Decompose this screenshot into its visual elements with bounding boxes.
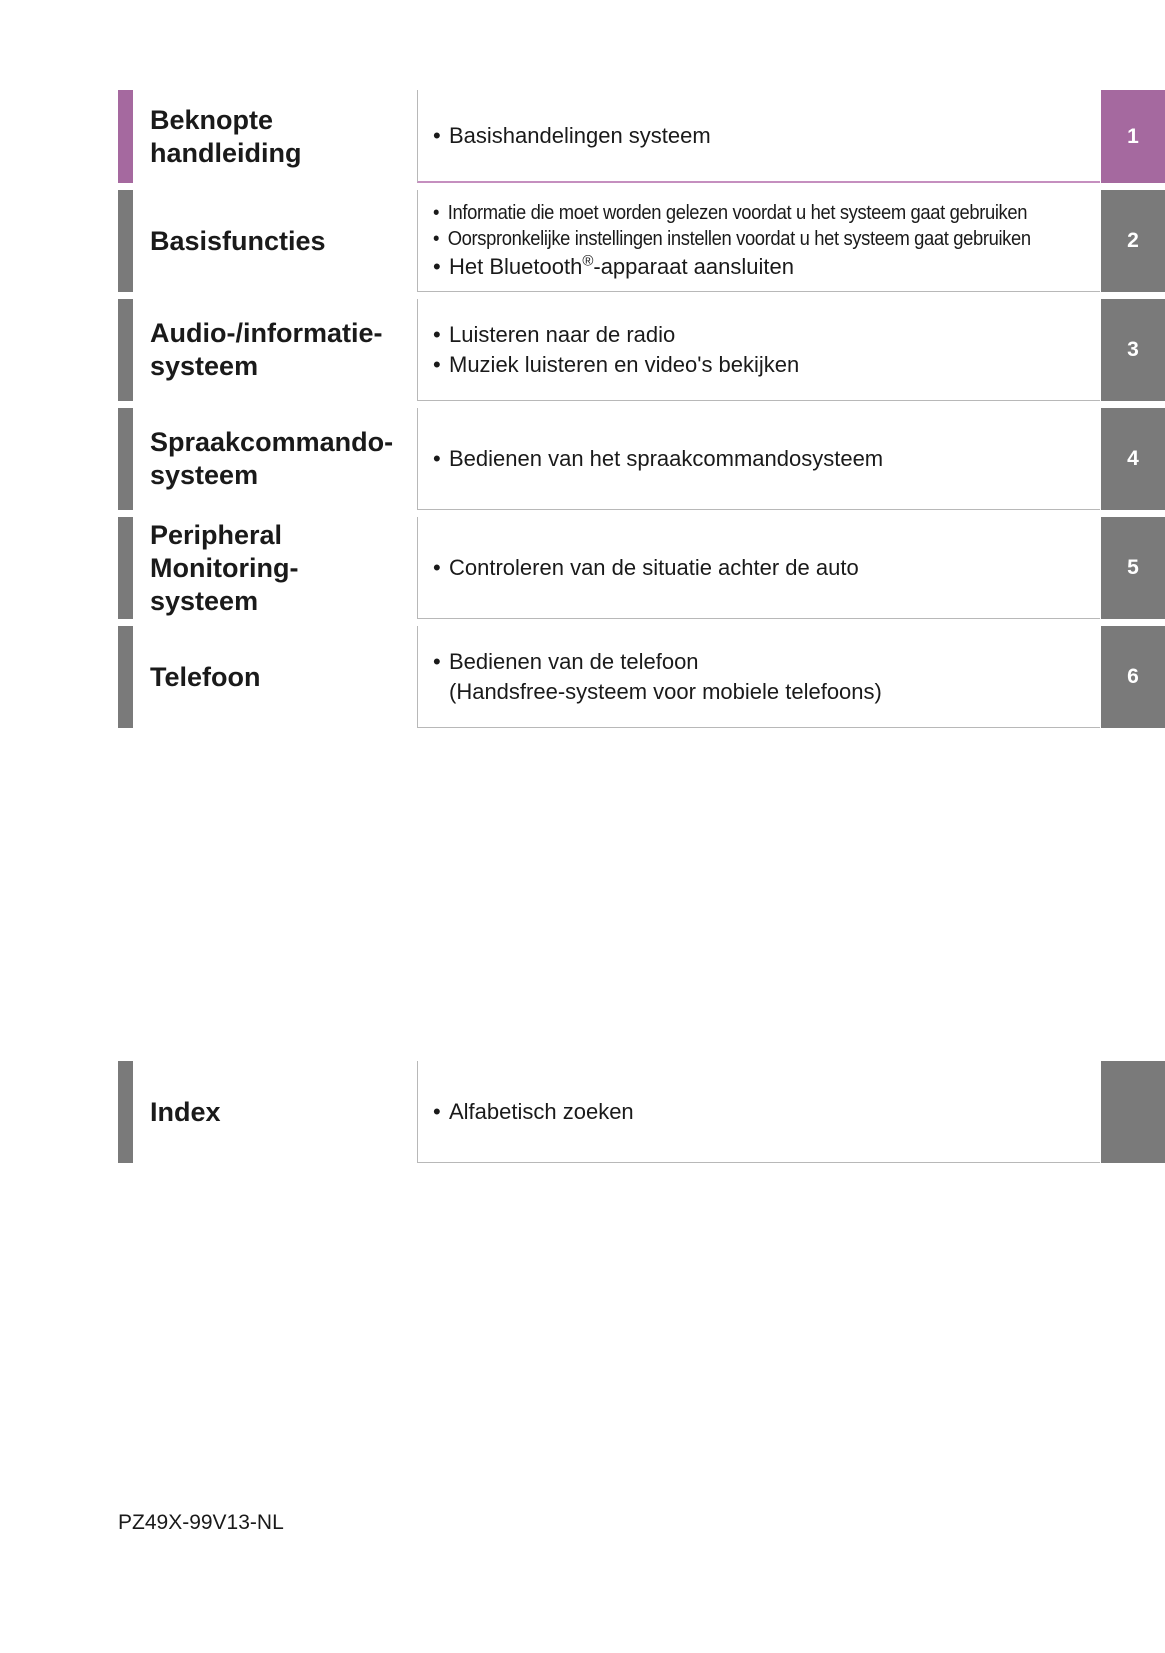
list-item[interactable]: • Alfabetisch zoeken [433, 1098, 634, 1124]
section-tab-4[interactable]: 4 [1101, 408, 1165, 510]
section-color-bar [118, 90, 133, 183]
list-item[interactable]: • Oorspronkelijke instellingen instellen voordat u het systeem gaat gebruiken [433, 227, 1031, 250]
section-title: Telefoon [150, 661, 261, 692]
section-title: Audio-/informatie- systeem [150, 318, 383, 381]
section-row-5[interactable] [118, 517, 1165, 619]
section-contents [417, 517, 1100, 619]
section-row-2[interactable] [118, 190, 1165, 292]
section-color-bar [118, 626, 133, 728]
section-title: Index [150, 1096, 221, 1127]
section-title: Basisfuncties [150, 225, 326, 256]
section-row-4[interactable] [118, 408, 1165, 510]
section-color-bar [118, 1061, 133, 1163]
section-row-index[interactable] [118, 1061, 1165, 1163]
section-color-bar [118, 299, 133, 401]
section-row-3[interactable] [118, 299, 1165, 401]
section-tab-5[interactable]: 5 [1101, 517, 1165, 619]
section-color-bar [118, 408, 133, 510]
list-item[interactable]: • Luisteren naar de radio [433, 321, 676, 347]
section-contents [417, 190, 1100, 292]
section-color-bar [118, 190, 133, 292]
section-row-1[interactable] [118, 90, 1165, 183]
list-item[interactable]: • Informatie die moet worden gelezen voordat u het systeem gaat gebruiken [433, 201, 1028, 224]
section-row-6[interactable] [118, 626, 1165, 728]
list-item[interactable]: • Bedienen van het spraakcommandosysteem [433, 445, 884, 471]
section-title: Beknopte handleiding [150, 104, 302, 168]
list-item[interactable]: • Bedienen van de telefoon [433, 648, 699, 674]
section-contents [417, 626, 1100, 728]
section-contents [417, 299, 1100, 401]
list-item[interactable]: • Controleren van de situatie achter de auto [433, 554, 859, 580]
section-tab-2[interactable]: 2 [1101, 190, 1165, 292]
list-item-continuation: (Handsfree-systeem voor mobiele telefoons) [449, 678, 882, 704]
list-item[interactable]: • Basishandelingen systeem [433, 122, 711, 148]
list-item[interactable]: • Het Bluetooth®-apparaat aansluiten [433, 252, 794, 279]
section-color-bar [118, 517, 133, 619]
section-title: Spraakcommando- systeem [150, 427, 394, 490]
section-contents [417, 90, 1100, 183]
section-tab-3[interactable]: 3 [1101, 299, 1165, 401]
section-contents [417, 408, 1100, 510]
list-item[interactable]: • Muziek luisteren en video's bekijken [433, 351, 800, 377]
section-tab-6[interactable]: 6 [1101, 626, 1165, 728]
section-tab-1[interactable]: 1 [1101, 90, 1165, 183]
section-title: Peripheral Monitoring- systeem [150, 519, 299, 616]
document-code: PZ49X-99V13-NL [118, 1511, 284, 1534]
section-contents [417, 1061, 1100, 1163]
section-tab-index[interactable] [1101, 1061, 1165, 1163]
